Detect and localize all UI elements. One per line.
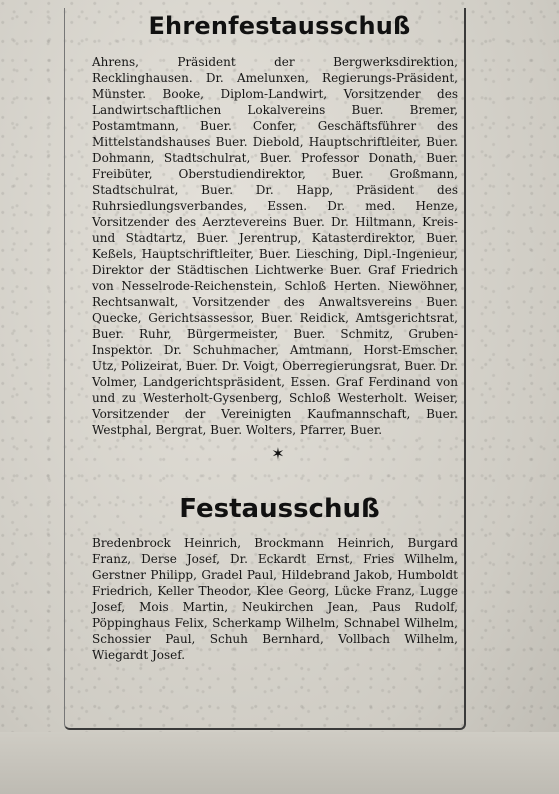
star-divider-icon: ✶ [271,444,285,463]
festausschuss-heading: Festausschuß [179,494,380,524]
ehrenfestausschuss-heading: Ehrenfestausschuß [148,12,411,40]
ehrenfestausschuss-members: Ahrens, Präsident der Bergwerksdirektion, Recklinghausen. Dr. Amelunxen, Regierungs-Präsident, Münster. Booke, Diplom-Landwirt, Vorsitzender des Landwirtschaftlichen Lokalvereins Buer. Bremer, Postamtmann, Buer. Confer, Geschäftsführer des Mittelstandshauses Buer. Diebold, Hauptschriftleiter, Buer. Dohmann, Stadtschulrat, Buer. Professor Donath, Buer. Freibüter, Oberstudiendirektor, Buer. Großmann, Stadtschulrat, Buer. Dr. Happ, Präsident des Ruhrsiedlungsverbandes, Essen. Dr. med. Henze, Vorsitzender des Aerztevereins Buer. Dr. Hiltmann, Kreis- und Stadtartz, Buer. Jerentrup, Katasterdirektor, Buer. Keßels, Hauptschriftleiter, Buer. Liesching, Dipl.-Ingenieur, Direktor der Städtischen Lichtwerke Buer. Graf Friedrich von Nesselrode-Reichenstein, Schloß Herten. Niewöhner, Rechtsanwalt, Vorsitzender des Anwaltsvereins Buer. Quecke, Gerichtsassessor, Buer. Reidick, Amtsgerichtsrat, Buer. Ruhr, Bürgermeister, Buer. Schmitz, Gruben-Inspektor. Dr. Schuhmacher, Amtmann, Horst-Emscher. Utz, Polizeirat, Buer. Dr. Voigt, Oberregierungsrat, Buer. Dr. Volmer, Landgerichtspräsident, Essen. Graf Ferdinand von und zu Westerholt-Gysenberg, Schloß Westerholt. Weiser, Vorsitzender der Vereinigten Kaufmannschaft, Buer. Westphal, Bergrat, Buer. Wolters, Pfarrer, Buer. [92,55,458,437]
festausschuss-members: Bredenbrock Heinrich, Brockmann Heinrich, Burgard Franz, Derse Josef, Dr. Eckardt Ernst, Fries Wilhelm, Gerstner Philipp, Gradel Paul, Hildebrand Jakob, Humboldt Friedrich, Keller Theodor, Klee Georg, Lücke Franz, Lugge Josef, Mois Martin, Neukirchen Jean, Paus Rudolf, Pöppinghaus Felix, Scherkamp Wilhelm, Schnabel Wilhelm, Schossier Paul, Schuh Bernhard, Vollbach Wilhelm, Wiegardt Josef. [92,536,458,662]
page-bottom-margin [0,732,559,794]
